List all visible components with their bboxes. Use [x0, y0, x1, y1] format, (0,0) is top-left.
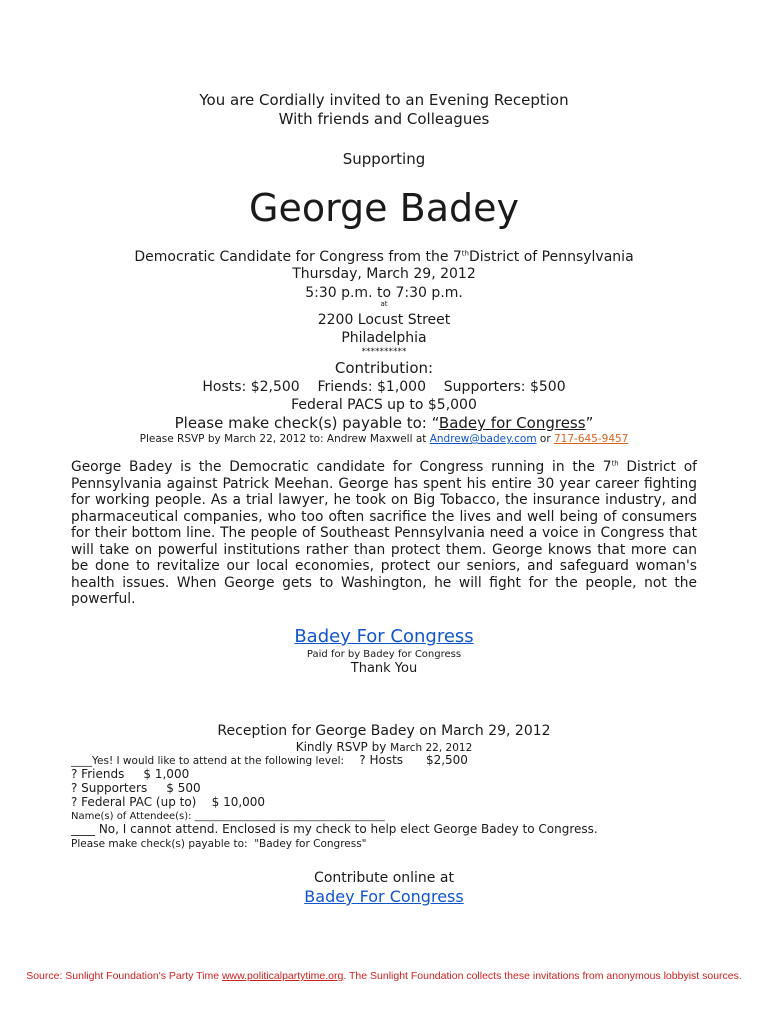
contribute-online-text: Contribute online at [314, 870, 454, 886]
bio-text-after: District of Pennsylvania against Patrick Meehan. George has spent his entire 30 year career fighting for working people. As a trial lawyer, he took on Big Tobacco, the insurance industry, and pharmaceutical companies, who too often sacrifice the lives and well being of consumers for their bottom line. The people of Southeast Pennsylvania need a voice in Congress that will take on powerful institutions rather than protect them. George knows that more can be done to revitalize our local economies, protect our seniors, and safeguard woman's health issues. When George gets to Washington, he will fight for the people, not the powerful. [71, 459, 697, 607]
footer-suffix: . The Sunlight Foundation collects these invitations from anonymous lobbyist sources. [343, 970, 742, 982]
contribution-heading: Contribution: [334, 359, 434, 377]
description-before: Democratic Candidate for Congress from the 7 [134, 249, 462, 265]
contribute-online-link[interactable]: Badey For Congress [304, 887, 464, 906]
rsvp-or: or [536, 433, 554, 445]
option-supporters[interactable]: ? Supporters $ 500 [71, 781, 201, 795]
candidate-description [0, 248, 768, 266]
checks-prefix: Please make check(s) payable to: “ [174, 414, 439, 432]
footer-prefix: Source: Sunlight Foundation's Party Time [26, 970, 222, 982]
event-date: Thursday, March 29, 2012 [292, 266, 476, 282]
invitation-line-1: You are Cordially invited to an Evening Reception [199, 91, 569, 109]
option-federal-pac[interactable]: ? Federal PAC (up to) $ 10,000 [71, 795, 266, 809]
checks-suffix: ” [585, 414, 594, 432]
reply-rsvp-prefix: Kindly RSVP by [295, 740, 391, 754]
decline-line[interactable]: ____ No, I cannot attend. Enclosed is my check to help elect George Badey to Congress. [71, 822, 598, 836]
bio-text-before: George Badey is the Democratic candidate for Congress running in the 7 [71, 459, 612, 475]
invitation-line-2: With friends and Colleagues [278, 110, 490, 128]
rsvp-line [0, 432, 768, 446]
bio-paragraph [71, 459, 697, 608]
rsvp-phone-link[interactable]: 717-645-9457 [553, 433, 629, 445]
payable-note: Please make check(s) payable to: "Badey for Congress" [71, 838, 367, 850]
bio-ordinal: th [611, 459, 619, 468]
rsvp-email-link[interactable]: Andrew@badey.com [429, 433, 537, 445]
attendee-names-field[interactable]: Name(s) of Attendee(s): ______________________________________ [71, 811, 385, 822]
checks-payable [0, 414, 768, 433]
source-footer [0, 970, 768, 982]
checks-payee: Badey for Congress [438, 414, 586, 432]
yes-checkbox-line[interactable]: ____Yes! I would like to attend at the following level: [71, 755, 345, 767]
at-label: at [380, 300, 388, 308]
supporting-label: Supporting [342, 150, 426, 168]
description-after: District of Pennsylvania [468, 249, 634, 265]
event-city: Philadelphia [341, 330, 427, 346]
pacs-limit: Federal PACS up to $5,000 [291, 397, 477, 413]
closing-link-row [0, 625, 768, 648]
option-friends[interactable]: ? Friends $ 1,000 [71, 767, 190, 781]
divider-stars: ********** [361, 347, 407, 357]
badey-for-congress-link[interactable]: Badey For Congress [294, 626, 474, 647]
party-time-link[interactable]: www.politicalpartytime.org [221, 970, 344, 982]
reply-rsvp-date: March 22, 2012 [390, 742, 473, 754]
thank-you: Thank You [350, 661, 418, 676]
contribution-levels: Hosts: $2,500 Friends: $1,000 Supporters: $500 [202, 379, 566, 395]
option-hosts[interactable]: ? Hosts $2,500 [359, 753, 468, 767]
description-ordinal: th [461, 249, 469, 258]
paid-for-notice: Paid for by Badey for Congress [306, 649, 462, 660]
event-street: 2200 Locust Street [317, 312, 451, 328]
rsvp-prefix: Please RSVP by March 22, 2012 to: Andrew Maxwell at [139, 433, 430, 445]
event-time: 5:30 p.m. to 7:30 p.m. [305, 285, 463, 301]
online-link-row [0, 886, 768, 907]
reply-form-title: Reception for George Badey on March 29, 2012 [217, 723, 551, 739]
candidate-name: George Badey [249, 186, 519, 230]
